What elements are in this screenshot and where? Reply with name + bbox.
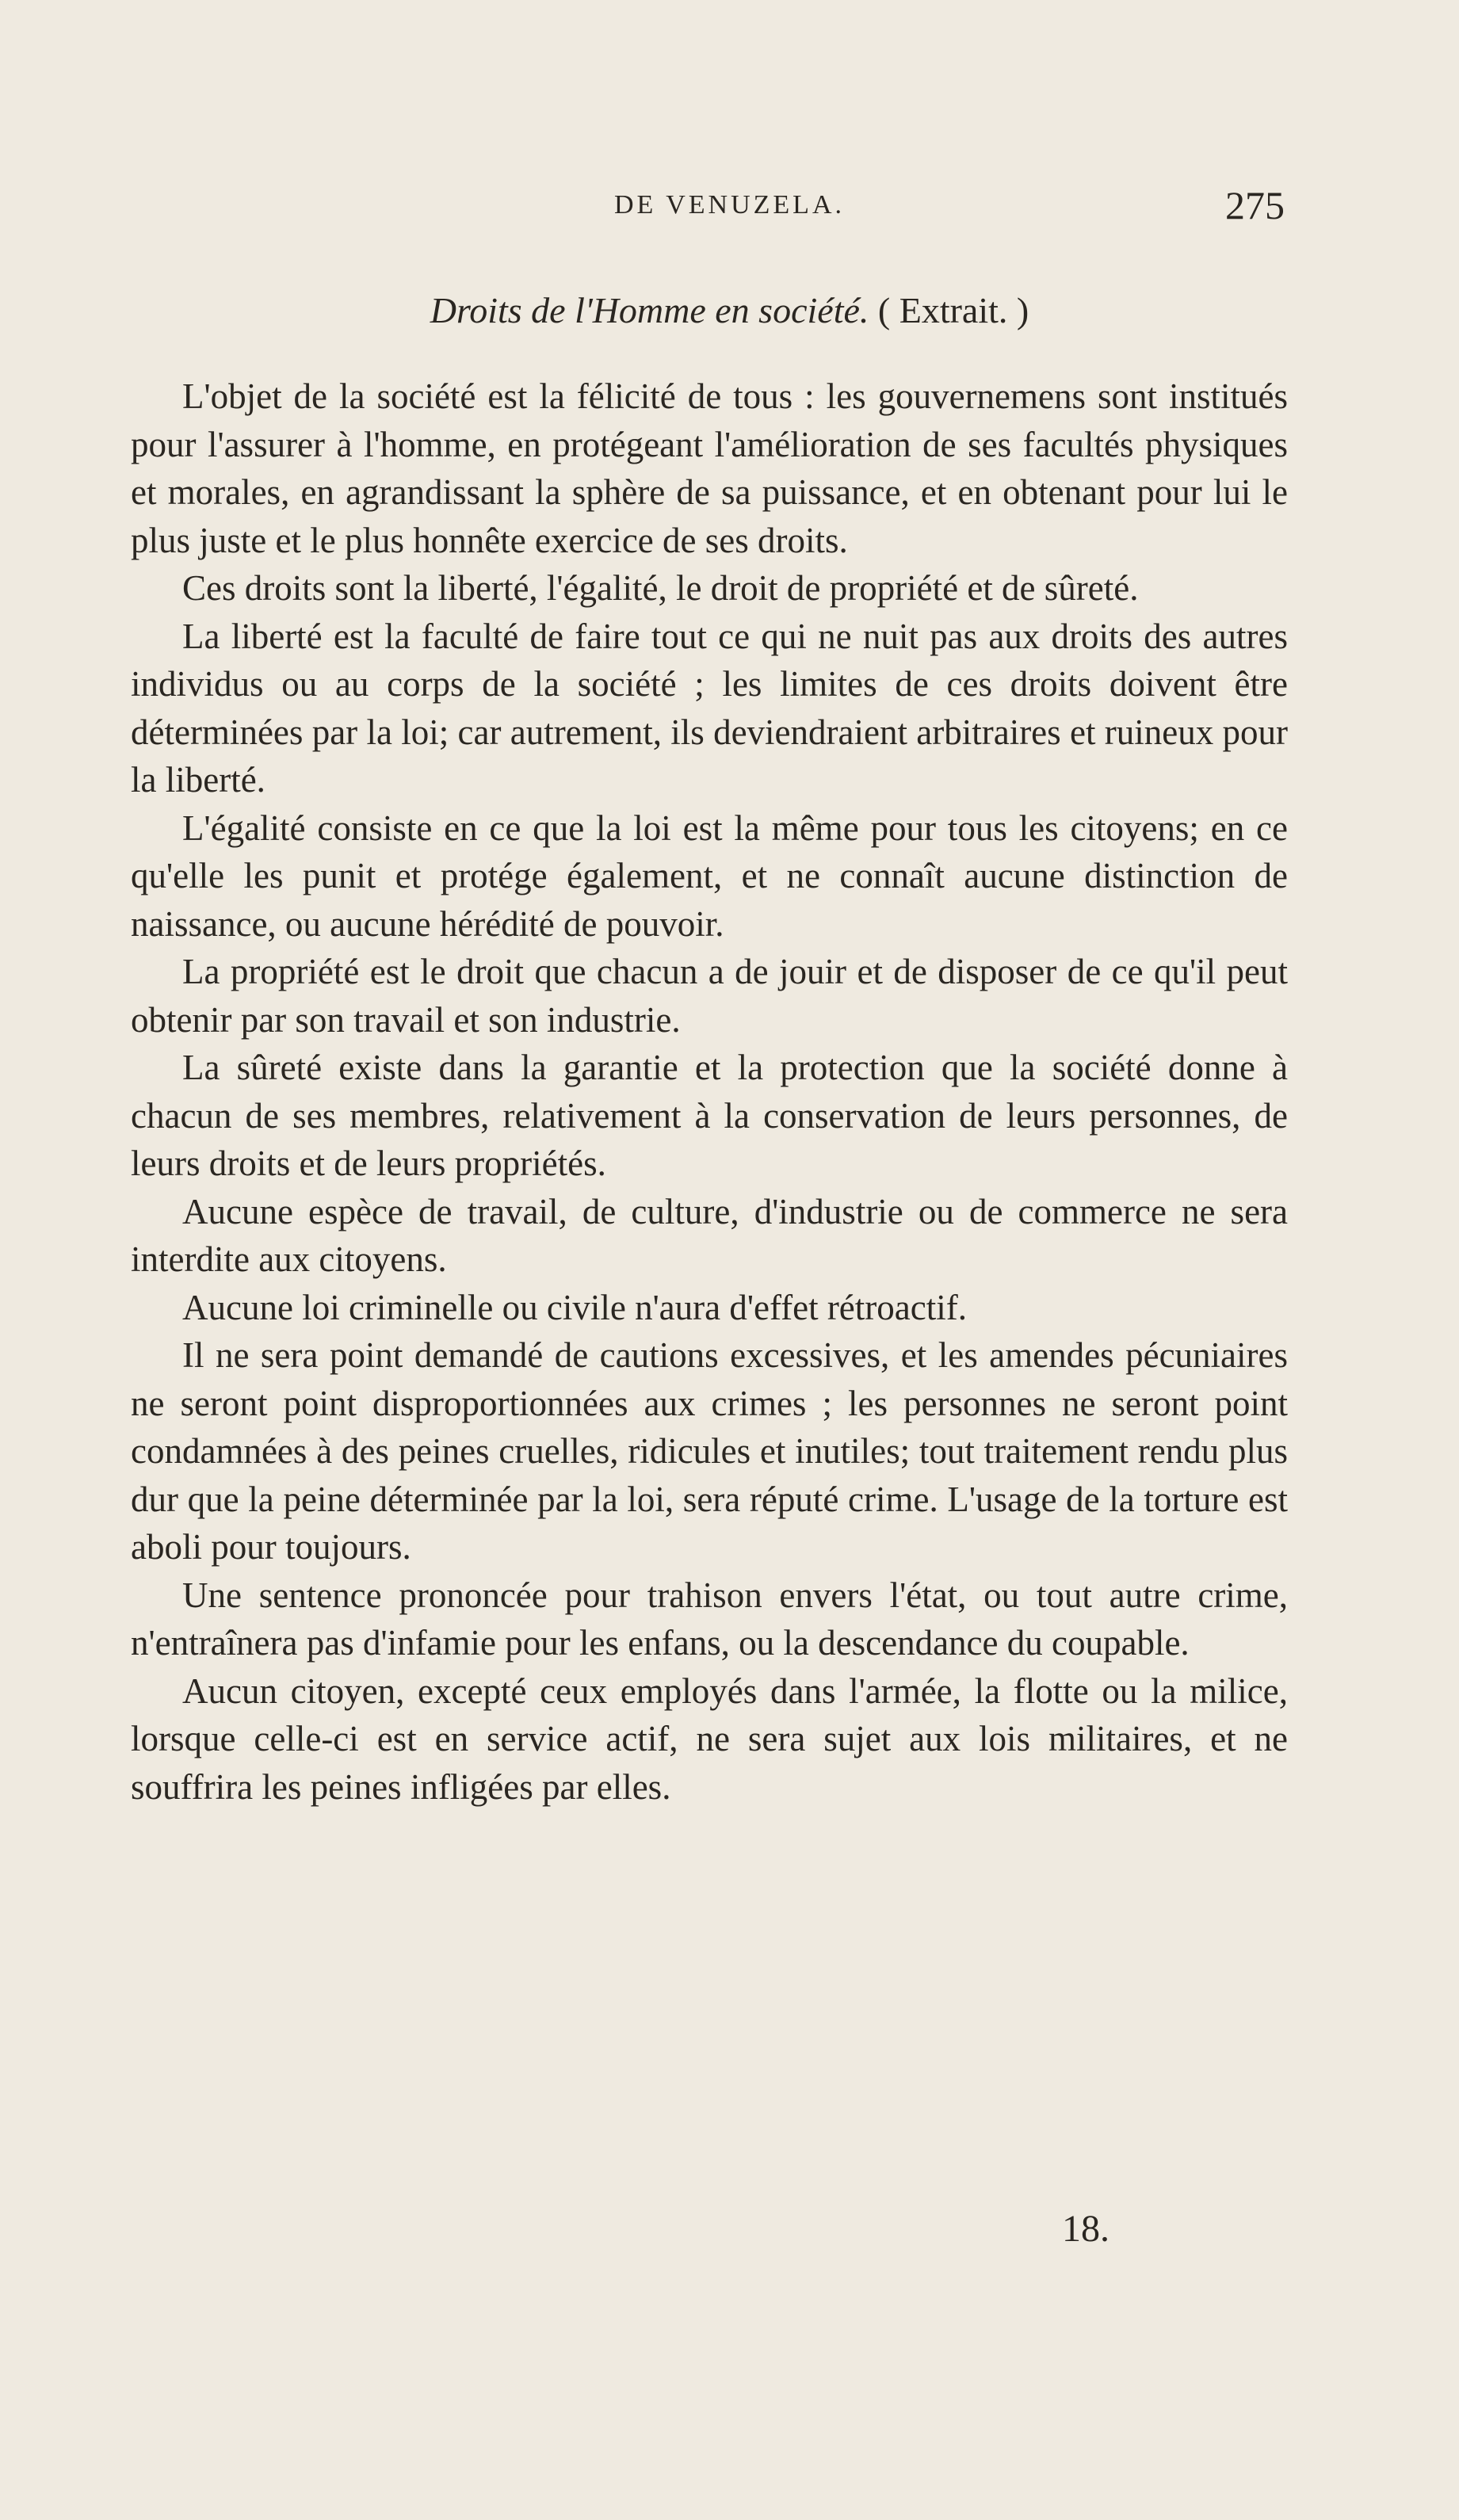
paragraph: L'objet de la société est la félicité de tous : les gouvernemens sont institués pour l'assurer à l'homme, en protégeant l'amélioration de ses facultés physiques et morales, en agrandissant la sphère de sa puissance, et en obtenant pour lui le plus juste et le plus honnête exercice de ses droits. (131, 376, 1288, 560)
section-heading (127, 289, 1332, 331)
paragraph: Une sentence prononcée pour trahison envers l'état, ou tout autre crime, n'entraînera pas d'infamie pour les enfans, ou la descendance du coupable. (131, 1575, 1288, 1663)
paragraph: Aucun citoyen, excepté ceux employés dans l'armée, la flotte ou la milice, lorsque celle-ci est en service actif, ne sera sujet aux lois militaires, et ne souffrira les peines infligées par elles. (131, 1670, 1288, 1807)
paragraph: Aucune loi criminelle ou civile n'aura d'effet rétroactif. (182, 1287, 967, 1327)
section-heading-title: Droits de l'Homme en société. (430, 290, 869, 330)
signature-mark: 18. (1062, 2208, 1110, 2250)
paragraph: L'égalité consiste en ce que la loi est la même pour tous les citoyens; en ce qu'elle les punit et protége également, et ne connaît aucune distinction de naissance, ou aucune hérédité de pouvoir. (131, 808, 1288, 944)
body-text (131, 372, 1288, 1811)
paragraph: Aucune espèce de travail, de culture, d'industrie ou de commerce ne sera interdite aux citoyens. (131, 1191, 1288, 1279)
paragraph: Ces droits sont la liberté, l'égalité, le droit de propriété et de sûreté. (182, 568, 1139, 608)
page-number: 275 (1225, 183, 1285, 227)
paragraph: La sûreté existe dans la garantie et la protection que la société donne à chacun de ses membres, relativement à la conservation de leurs personnes, de leurs droits et de leurs propriétés. (131, 1048, 1288, 1183)
paragraph: Il ne sera point demandé de cautions excessives, et les amendes pécuniaires ne seront point disproportionnées aux crimes ; les personnes ne seront point condamnées à des peines cruelles, ridicules et inutiles; tout traitement rendu plus dur que la peine déterminée par la loi, sera réputé crime. L'usage de la torture est aboli pour toujours. (131, 1335, 1288, 1567)
section-heading-note: ( Extrait. ) (869, 290, 1029, 330)
paragraph: La propriété est le droit que chacun a de jouir et de disposer de ce qu'il peut obtenir par son travail et son industrie. (131, 952, 1288, 1040)
running-head (127, 182, 1332, 230)
paragraph: La liberté est la faculté de faire tout ce qui ne nuit pas aux droits des autres individus ou au corps de la société ; les limites de ces droits doivent être déterminées par la loi; car autrement, ils deviendraient arbitraires et ruineux pour la liberté. (131, 616, 1288, 800)
running-head-title: DE VENUZELA. (614, 190, 845, 220)
